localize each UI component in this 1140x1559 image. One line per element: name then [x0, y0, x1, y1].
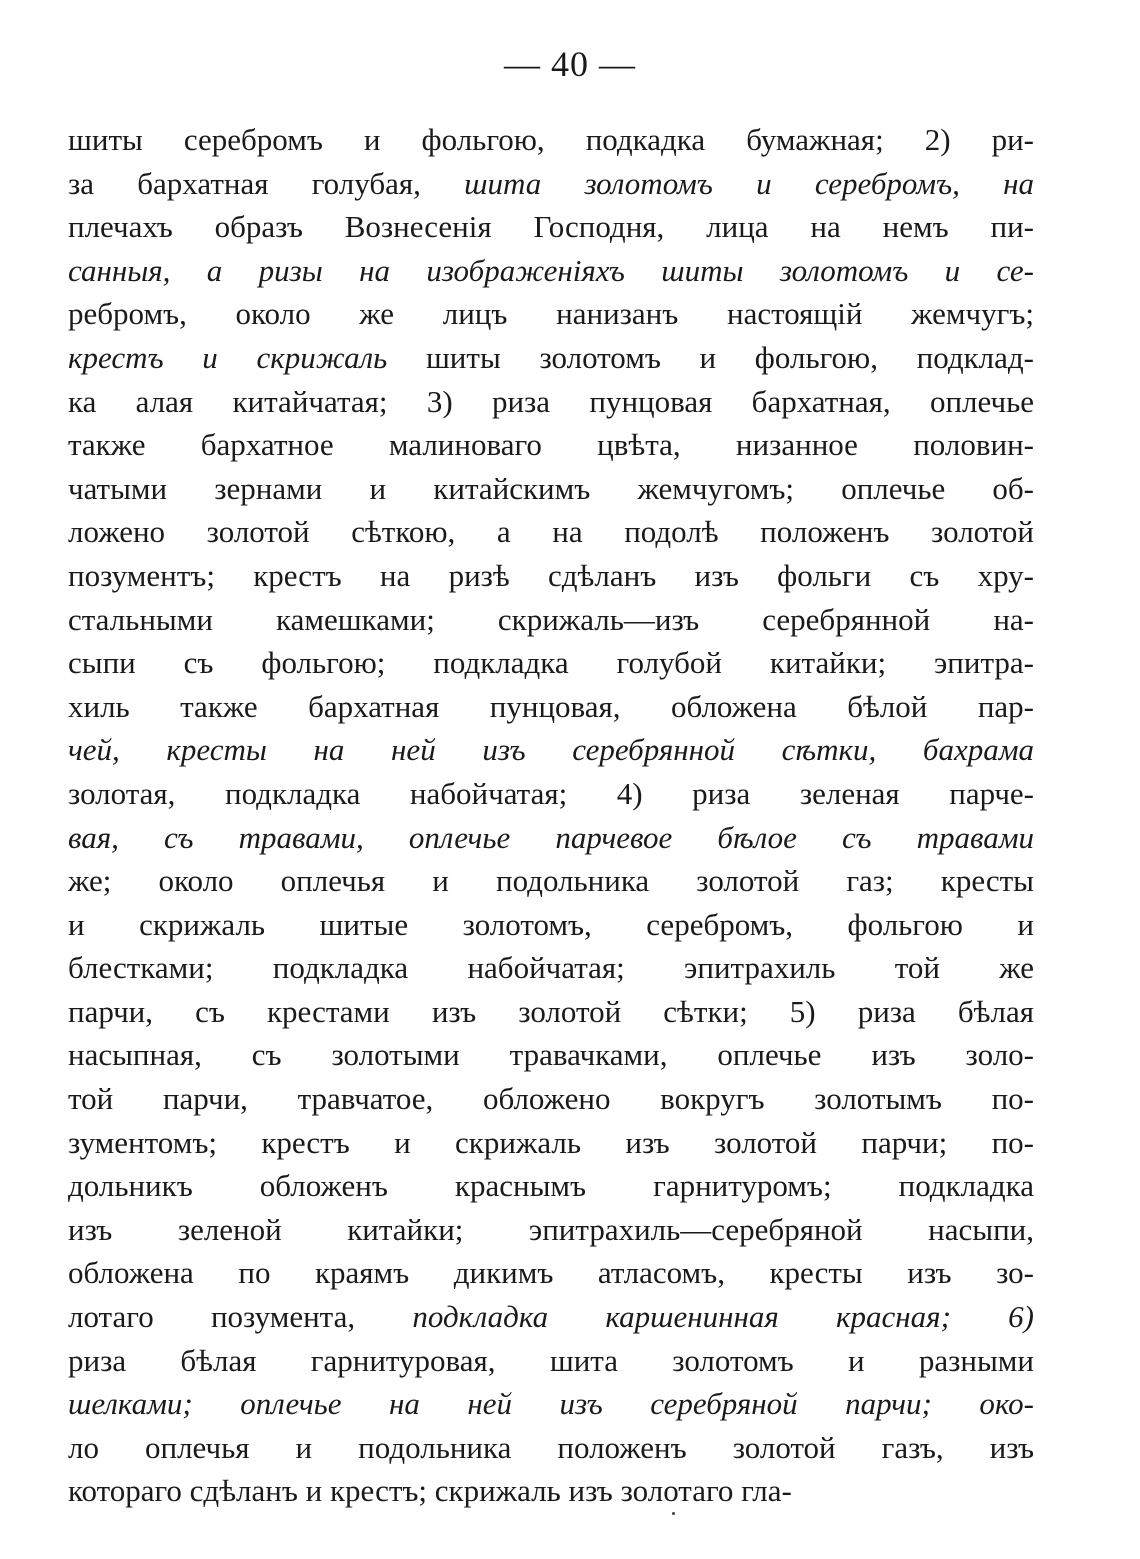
text-line: [68, 903, 1034, 947]
italic-text-segment: шита золотомъ и серебромъ, на: [464, 165, 1034, 201]
text-segment: хиль также бархатная пунцовая, обложена бѣлой пар-: [68, 688, 1034, 724]
text-segment: и скрижаль шитые золотомъ, серебромъ, фольгою и: [68, 906, 1034, 942]
text-segment: ка алая китайчатая; 3) риза пунцовая бархатная, оплечье: [68, 383, 1034, 419]
text-line: [68, 423, 1034, 467]
text-segment: шиты серебромъ и фольгою, подкадка бумажная; 2) ри-: [68, 122, 1034, 157]
text-line: [68, 1339, 1034, 1383]
text-segment: ложено золотой сѣткою, а на подолѣ положенъ золотой: [68, 514, 1034, 550]
text-line: [68, 162, 1034, 206]
text-segment: насыпная, съ золотыми травачками, оплечье изъ золо-: [68, 1037, 1034, 1073]
text-segment: чатыми зернами и китайскимъ жемчугомъ; оплечье об-: [68, 470, 1034, 506]
italic-text-segment: ризы на изображеніяхъ шиты золотомъ и се-: [258, 252, 1034, 288]
text-segment: стальными камешками; скрижаль—изъ серебрянной на-: [68, 601, 1034, 637]
text-line: [68, 336, 1034, 380]
text-segment: зументомъ; крестъ и скрижаль изъ золотой парчи; по-: [68, 1124, 1034, 1160]
text-line: [68, 772, 1034, 816]
text-line: [68, 118, 1034, 162]
text-segment: риза бѣлая гарнитуровая, шита золотомъ и разными: [68, 1342, 1034, 1378]
text-segment: же; около оплечья и подольника золотой газ; кресты: [68, 863, 1034, 899]
text-line: [68, 205, 1034, 249]
italic-text-segment: подкладка каршенинная красная; 6): [412, 1299, 1034, 1335]
text-line: [68, 598, 1034, 642]
text-segment: ребромъ, около же лицъ нанизанъ настоящій жемчугъ;: [68, 296, 1034, 332]
italic-text-segment: шелками; оплечье на ней изъ серебряной парчи; око-: [68, 1386, 1034, 1422]
italic-text-segment: санныя, а: [68, 252, 259, 288]
text-line: [68, 249, 1034, 293]
text-line: [68, 1121, 1034, 1165]
text-segment: шиты золотомъ и фольгою, подклад-: [425, 339, 1034, 375]
text-segment: ло оплечья и подольника положенъ золотой газъ, изъ: [68, 1429, 1034, 1465]
text-line: [68, 1077, 1034, 1121]
text-line: [68, 1382, 1034, 1426]
text-line: [68, 859, 1034, 903]
text-line: [68, 641, 1034, 685]
italic-text-segment: вая, съ травами,: [68, 819, 409, 855]
page-number: — 40 —: [504, 44, 636, 84]
text-line: [68, 1208, 1034, 1252]
print-speck: [672, 1512, 675, 1515]
text-segment: парчи, съ крестами изъ золотой сѣтки; 5) риза бѣлая: [68, 993, 1034, 1029]
text-segment: лотаго позумента,: [68, 1299, 413, 1335]
text-line: [68, 1469, 1034, 1513]
text-line: [68, 380, 1034, 424]
text-line: [68, 1033, 1034, 1077]
text-line: [68, 292, 1034, 336]
text-segment: изъ зеленой китайки; эпитрахиль—серебряной насыпи,: [68, 1211, 1034, 1247]
italic-text-segment: крестъ и скрижаль: [68, 339, 426, 375]
text-line: [68, 728, 1034, 772]
text-line: [68, 946, 1034, 990]
text-segment: блестками; подкладка набойчатая; эпитрахиль той же: [68, 950, 1034, 986]
text-segment: котораго сдѣланъ и крестъ; скрижаль изъ золотаго гла-: [68, 1473, 792, 1509]
text-line: [68, 1164, 1034, 1208]
text-segment: сыпи съ фольгою; подкладка голубой китайки; эпитра-: [68, 645, 1034, 681]
italic-text-segment: чей, кресты на ней изъ серебрянной сѣтки, бахрама: [68, 732, 1034, 768]
text-segment: позументъ; крестъ на ризѣ сдѣланъ изъ фольги съ хру-: [68, 557, 1034, 593]
text-line: [68, 1251, 1034, 1295]
text-segment: обложена по краямъ дикимъ атласомъ, кресты изъ зо-: [68, 1255, 1034, 1291]
italic-text-segment: оплечье парчевое бѣлое съ травами: [408, 819, 1034, 855]
text-segment: дольникъ обложенъ краснымъ гарнитуромъ; подкладка: [68, 1168, 1034, 1204]
text-line: [68, 510, 1034, 554]
text-segment: плечахъ образъ Вознесенія Господня, лица на немъ пи-: [68, 209, 1034, 245]
text-line: [68, 554, 1034, 598]
text-line: [68, 467, 1034, 511]
text-line: [68, 1295, 1034, 1339]
text-line: [68, 1426, 1034, 1470]
text-segment: за бархатная голубая,: [68, 165, 465, 201]
text-segment: той парчи, травчатое, обложено вокругъ золотымъ по-: [68, 1081, 1034, 1117]
body-text: [68, 118, 1034, 1513]
text-line: [68, 685, 1034, 729]
text-segment: также бархатное малиноваго цвѣта, низанное половин-: [68, 427, 1034, 463]
text-line: [68, 990, 1034, 1034]
text-segment: золотая, подкладка набойчатая; 4) риза зеленая парче-: [68, 775, 1034, 811]
text-line: [68, 816, 1034, 860]
